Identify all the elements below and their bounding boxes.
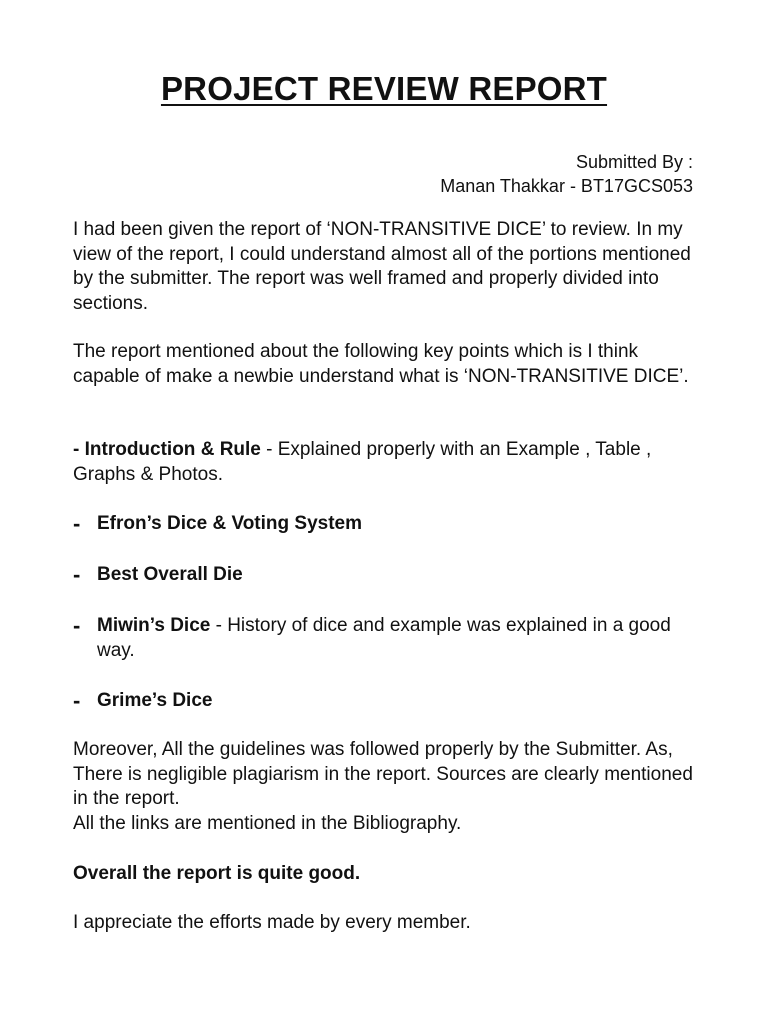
bullet-item	[73, 614, 703, 663]
bullet-item	[73, 689, 703, 714]
paragraph-overall: Overall the report is quite good.	[73, 863, 361, 884]
bullet-heading: Grime’s Dice	[97, 690, 213, 711]
page-title: PROJECT REVIEW REPORT	[160, 70, 608, 107]
bullet-heading: Efron’s Dice & Voting System	[97, 513, 362, 534]
bullet-dash: -	[73, 688, 81, 713]
introduction-rule-heading: - Introduction & Rule	[73, 439, 261, 460]
bullet-dash: -	[73, 511, 81, 536]
bullet-dash: -	[73, 613, 81, 638]
bullet-text: - History of dice and example was explained in a good way.	[97, 615, 671, 661]
paragraph-introduction-rule	[73, 438, 703, 487]
bullet-heading: Miwin’s Dice	[97, 615, 211, 636]
bullet-heading: Best Overall Die	[97, 564, 243, 585]
submitted-by-block	[440, 150, 693, 198]
bullet-dash: -	[73, 562, 81, 587]
paragraph-key-points: The report mentioned about the following key points which is I think capable of make a newbie understand what is ‘NON-TRANSITIVE DICE’.	[73, 341, 689, 387]
submitted-by-label: Submitted By :	[575, 152, 693, 172]
bibliography-text: All the links are mentioned in the Bibliography.	[73, 812, 462, 834]
paragraph-intro: I had been given the report of ‘NON-TRANSITIVE DICE’ to review. In my view of the report, I could understand almost all of the portions mentioned by the submitter. The report was well framed and properly divided into sections.	[73, 219, 691, 314]
bullet-item	[73, 512, 703, 537]
paragraph-guidelines	[73, 738, 703, 836]
guidelines-text: Moreover, All the guidelines was followed properly by the Submitter. As, There is negligible plagiarism in the report. Sources are clearly mentioned in the report.	[73, 739, 693, 809]
introduction-rule-text: - Explained properly with an Example , Table , Graphs & Photos.	[73, 439, 652, 485]
paragraph-appreciation: I appreciate the efforts made by every member.	[73, 912, 471, 933]
submitted-by-author: Manan Thakkar - BT17GCS053	[440, 176, 693, 196]
bullet-item	[73, 563, 703, 588]
